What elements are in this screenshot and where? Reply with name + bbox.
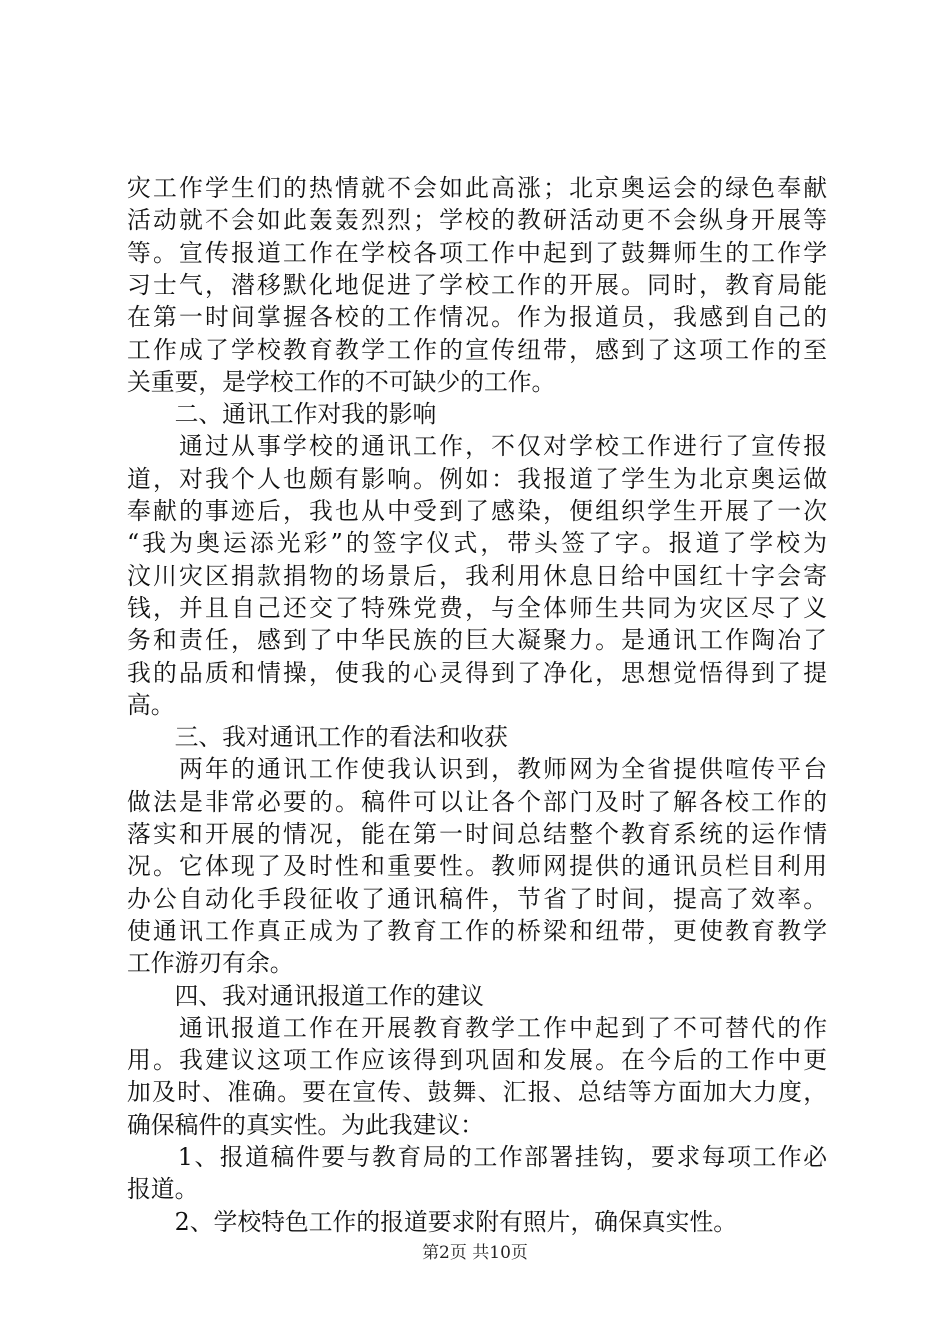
text-line: 工作游刃有余。 (127, 949, 294, 978)
section-heading: 四、我对通讯报道工作的建议 (127, 981, 484, 1010)
text-line: 高。 (127, 690, 175, 719)
text-line: 活动就不会如此轰轰烈烈；学校的教研活动更不会纵身开展等 (127, 206, 827, 235)
text-line: 钱，并且自己还交了特殊党费，与全体师生共同为灾区尽了义 (127, 593, 827, 622)
text-line: 加及时、准确。要在宣传、鼓舞、汇报、总结等方面加大力度， (127, 1078, 827, 1107)
page-footer: 第2页 共10页 (422, 1243, 528, 1263)
text-line: 道，对我个人也颇有影响。例如：我报道了学生为北京奥运做 (127, 464, 827, 493)
text-line: 在第一时间掌握各校的工作情况。作为报道员，我感到自己的 (127, 303, 827, 332)
text-line: 习士气，潜移默化地促进了学校工作的开展。同时，教育局能 (127, 270, 827, 299)
text-line: 1、报道稿件要与教育局的工作部署挂钩，要求每项工作必 (127, 1143, 827, 1171)
text-line: 办公自动化手段征收了通讯稿件，节省了时间，提高了效率。 (127, 884, 827, 913)
section-heading: 二、通讯工作对我的影响 (127, 400, 437, 429)
text-line: 落实和开展的情况，能在第一时间总结整个教育系统的运作情 (127, 820, 827, 848)
text-line: 关重要，是学校工作的不可缺少的工作。 (127, 367, 556, 396)
text-line: 奉献的事迹后，我也从中受到了感染，便组织学生开展了一次 (127, 497, 827, 525)
text-line: 两年的通讯工作使我认识到，教师网为全省提供喧传平台 (127, 755, 827, 784)
text-line: 用。我建议这项工作应该得到巩固和发展。在今后的工作中更 (127, 1046, 827, 1075)
text-line: 况。它体现了及时性和重要性。教师网提供的通讯员栏目利用 (127, 852, 827, 881)
text-line: 通讯报道工作在开展教育教学工作中起到了不可替代的作 (127, 1013, 827, 1042)
text-line: 确保稿件的真实性。为此我建议： (127, 1110, 484, 1139)
text-line: 工作成了学校教育教学工作的宣传纽带，感到了这项工作的至 (127, 335, 827, 364)
text-line: 报道。 (127, 1175, 199, 1204)
text-line: 通过从事学校的通讯工作，不仅对学校工作进行了宣传报 (127, 432, 827, 461)
text-line: 灾工作学生们的热情就不会如此高涨；北京奥运会的绿色奉献 (127, 174, 827, 202)
text-line: 汶川灾区捐款捐物的场景后，我利用休息日给中国红十字会寄 (127, 561, 827, 590)
text-line: 等。宣传报道工作在学校各项工作中起到了鼓舞师生的工作学 (127, 238, 827, 267)
text-line: 2、学校特色工作的报道要求附有照片，确保真实性。 (127, 1207, 738, 1236)
text-line: 务和责任，感到了中华民族的巨大凝聚力。是通讯工作陶冶了 (127, 626, 827, 655)
text-line: “我为奥运添光彩”的签字仪式，带头签了字。报道了学校为 (127, 529, 827, 558)
text-line: 我的品质和情操，使我的心灵得到了净化，思想觉悟得到了提 (127, 658, 827, 687)
text-line: 使通讯工作真正成为了教育工作的桥梁和纽带，更使教育教学 (127, 916, 827, 945)
text-line: 做法是非常必要的。稿件可以让各个部门及时了解各校工作的 (127, 787, 827, 816)
section-heading: 三、我对通讯工作的看法和收获 (127, 723, 508, 752)
